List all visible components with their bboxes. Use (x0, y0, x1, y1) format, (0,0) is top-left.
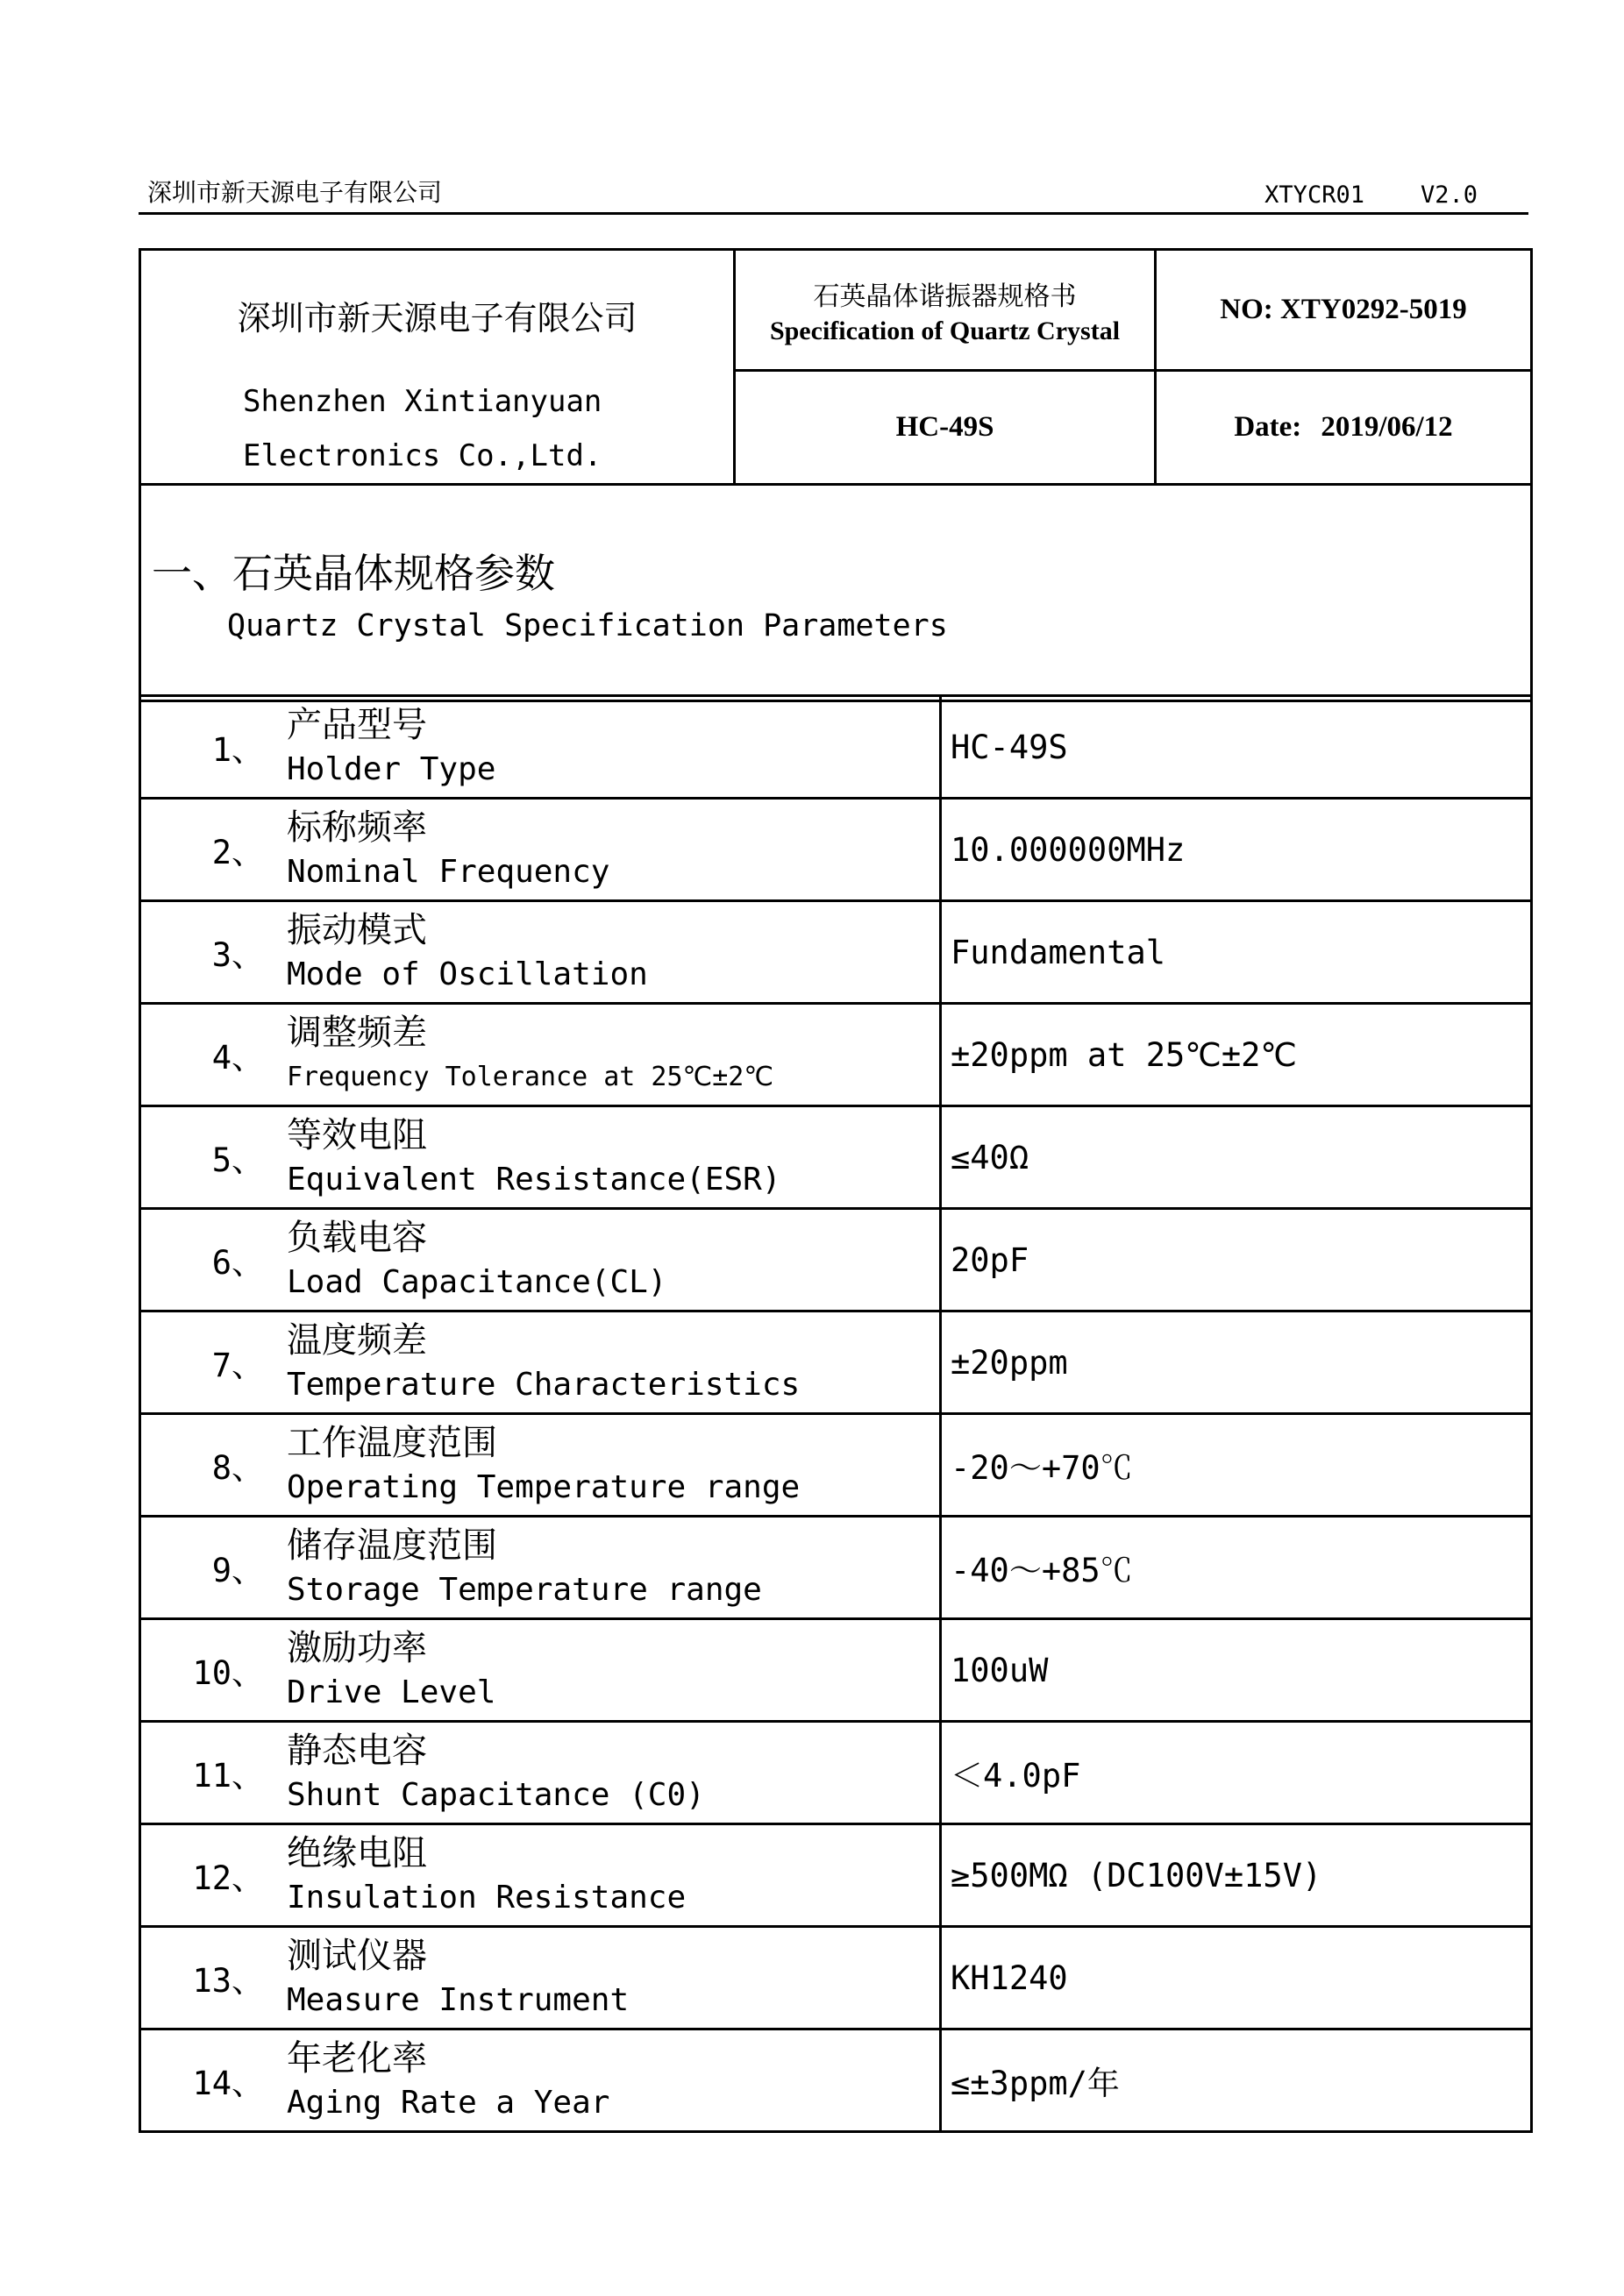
spec-label-cell (140, 1824, 941, 1927)
label-en: Mode of Oscillation (287, 956, 648, 992)
label-cn: 储存温度范围 (287, 1525, 497, 1566)
label-cn: 负载电容 (287, 1218, 427, 1258)
spec-label-cell (140, 1106, 941, 1209)
label-en: Load Capacitance(CL) (287, 1264, 667, 1300)
running-header-doc-code (1264, 181, 1478, 209)
row-number: 5、 (211, 1141, 264, 1179)
running-header-company: 深圳市新天源电子有限公司 (147, 178, 443, 207)
row-number: 8、 (211, 1449, 264, 1487)
label-cn: 调整频差 (287, 1013, 427, 1053)
company-name-en-line2: Electronics Co.,Ltd. (243, 438, 602, 473)
label-cn: 标称频率 (287, 807, 427, 848)
label-en: Equivalent Resistance(ESR) (287, 1162, 781, 1198)
label-cn: 工作温度范围 (287, 1423, 497, 1463)
table-row (140, 1722, 1532, 1824)
table-row (140, 1004, 1532, 1106)
row-number: 2、 (211, 834, 264, 871)
section-title-en: Quartz Crystal Specification Parameters (227, 608, 948, 643)
company-cell (140, 250, 735, 485)
label-cn: 等效电阻 (287, 1115, 427, 1155)
spec-value: ≤±3ppm/年 (941, 2029, 1532, 2132)
table-row (140, 1619, 1532, 1722)
spec-value: 100uW (941, 1619, 1532, 1722)
date-label: Date: (1234, 411, 1302, 444)
row-number: 12、 (192, 1859, 264, 1897)
table-row (140, 901, 1532, 1004)
label-en: Shunt Capacitance (C0) (287, 1777, 705, 1813)
spec-value: ＜4.0pF (941, 1722, 1532, 1824)
spec-value: 10.000000MHz (941, 799, 1532, 901)
table-row (140, 2029, 1532, 2132)
table-row (140, 1106, 1532, 1209)
spec-value: 20pF (941, 1209, 1532, 1311)
row-number: 14、 (192, 2065, 264, 2102)
row-number: 11、 (192, 1757, 264, 1795)
spec-value: ±20ppm (941, 1311, 1532, 1414)
doc-title-cn: 石英晶体谐振器规格书 (813, 281, 1077, 312)
spec-table (139, 694, 1533, 2133)
label-cn: 静态电容 (287, 1731, 427, 1771)
date-cell (1156, 371, 1532, 485)
doc-number: NO: XTY0292-5019 (1156, 250, 1532, 371)
label-cn: 激励功率 (287, 1628, 427, 1668)
table-row (140, 1311, 1532, 1414)
section-title-cn: 一、石英晶体规格参数 (152, 550, 555, 597)
table-row (140, 1209, 1532, 1311)
label-en: Nominal Frequency (287, 854, 610, 890)
label-cn: 测试仪器 (287, 1936, 427, 1976)
running-header (139, 175, 1528, 215)
table-row (140, 1927, 1532, 2029)
label-en: Holder Type (287, 751, 496, 787)
spec-label-cell (140, 1927, 941, 2029)
table-row (140, 1414, 1532, 1517)
row-number: 3、 (211, 936, 264, 974)
row-number: 13、 (192, 1962, 264, 2000)
spec-label-cell (140, 1004, 941, 1106)
spec-value: ≤40Ω (941, 1106, 1532, 1209)
row-number: 4、 (211, 1039, 264, 1077)
doc-title-en: Specification of Quartz Crystal (769, 316, 1121, 345)
table-row (140, 1824, 1532, 1927)
label-cn: 温度频差 (287, 1320, 427, 1361)
spec-value: Fundamental (941, 901, 1532, 1004)
label-en: Operating Temperature range (287, 1469, 801, 1505)
spec-label-cell (140, 1722, 941, 1824)
doc-code: XTYCR01 (1264, 181, 1364, 209)
label-cn: 绝缘电阻 (287, 1833, 427, 1873)
label-en: Insulation Resistance (287, 1880, 687, 1916)
spec-label-cell (140, 696, 941, 799)
header-table (139, 248, 1533, 702)
spec-label-cell (140, 1517, 941, 1619)
row-number: 1、 (211, 731, 264, 769)
row-number: 10、 (192, 1654, 264, 1692)
label-en: Storage Temperature range (287, 1572, 762, 1608)
spec-label-cell (140, 1311, 941, 1414)
spec-label-cell (140, 799, 941, 901)
label-en: Temperature Characteristics (287, 1367, 801, 1403)
spec-label-cell (140, 1209, 941, 1311)
label-en: Frequency Tolerance at 25℃±2℃ (287, 1062, 774, 1092)
label-en: Aging Rate a Year (287, 2085, 610, 2121)
spec-label-cell (140, 1619, 941, 1722)
spec-value: HC-49S (941, 696, 1532, 799)
label-cn: 年老化率 (287, 2038, 427, 2079)
company-name-en-line1: Shenzhen Xintianyuan (243, 384, 602, 419)
spec-value: KH1240 (941, 1927, 1532, 2029)
row-number: 6、 (211, 1244, 264, 1282)
label-en: Drive Level (287, 1674, 496, 1710)
date-value: 2019/06/12 (1321, 411, 1453, 444)
table-row (140, 1517, 1532, 1619)
spec-value: -40～+85℃ (941, 1517, 1532, 1619)
spec-label-cell (140, 1414, 941, 1517)
label-cn: 振动模式 (287, 910, 427, 950)
label-en: Measure Instrument (287, 1982, 630, 2018)
row-number: 7、 (211, 1347, 264, 1384)
doc-version: V2.0 (1420, 181, 1478, 209)
table-row (140, 696, 1532, 799)
spec-label-cell (140, 2029, 941, 2132)
spec-label-cell (140, 901, 941, 1004)
label-cn: 产品型号 (287, 705, 427, 745)
row-number: 9、 (211, 1552, 264, 1589)
spec-table-body (140, 696, 1532, 2132)
section-heading-cell (140, 485, 1532, 701)
company-name-en (141, 374, 733, 483)
spec-value: ≥500MΩ (DC100V±15V) (941, 1824, 1532, 1927)
doc-title-cell (735, 250, 1156, 371)
company-name-cn: 深圳市新天源电子有限公司 (237, 299, 637, 338)
model-cell: HC-49S (735, 371, 1156, 485)
table-row (140, 799, 1532, 901)
spec-value: ±20ppm at 25℃±2℃ (941, 1004, 1532, 1106)
spec-value: -20～+70℃ (941, 1414, 1532, 1517)
